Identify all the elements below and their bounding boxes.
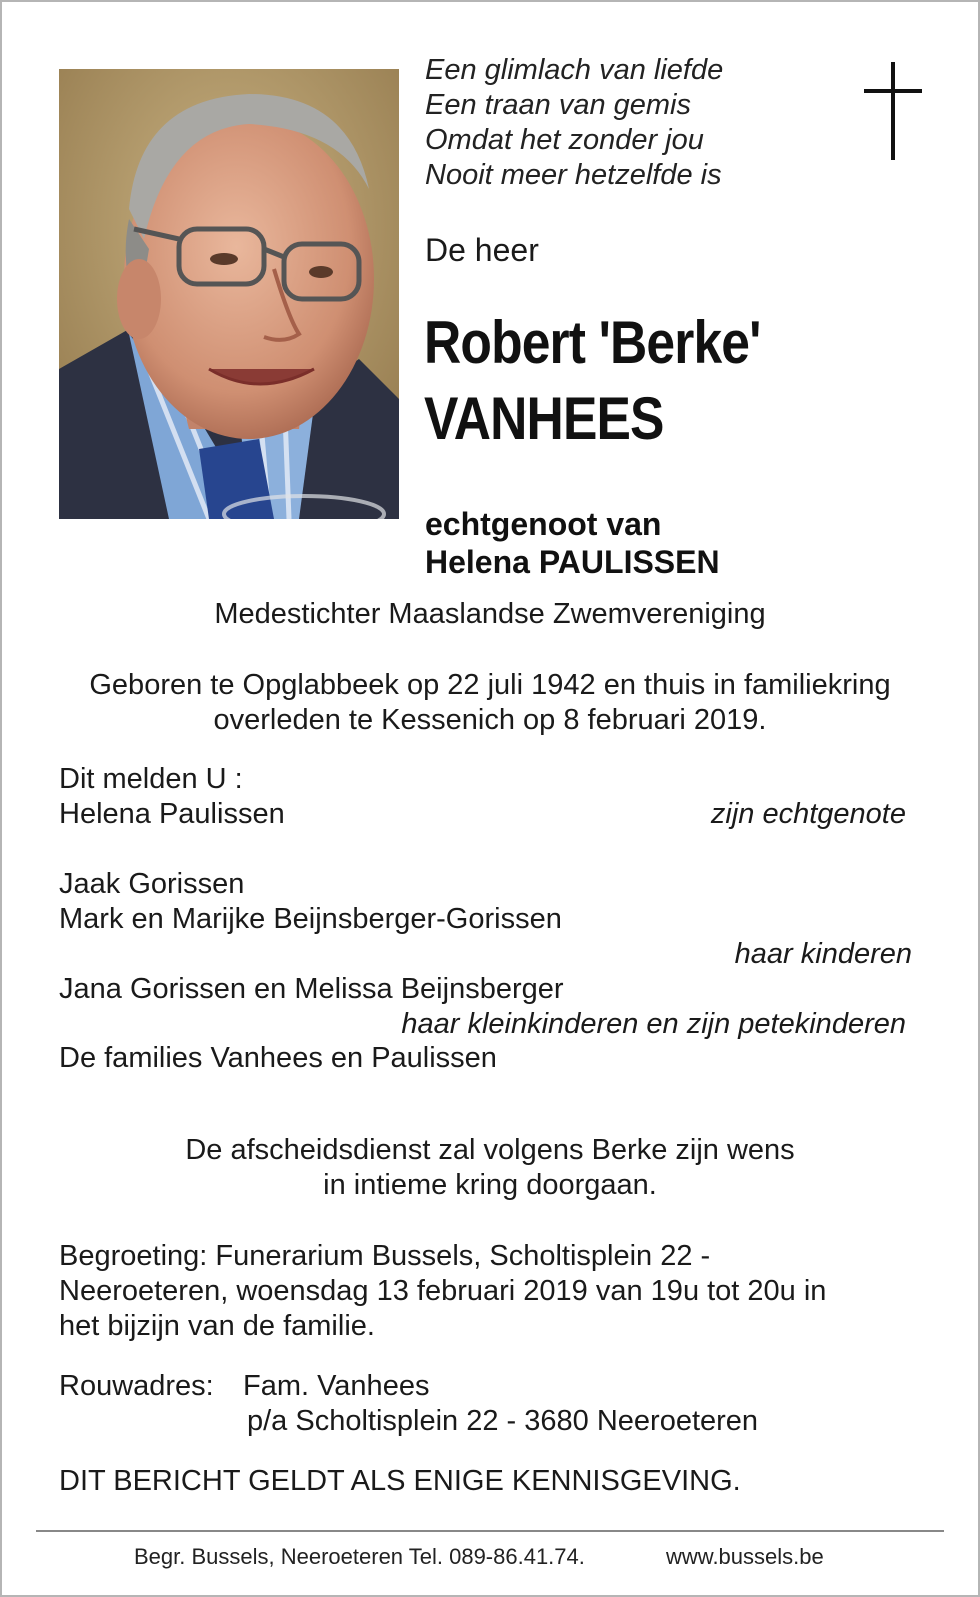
spouse-name: Helena PAULISSEN [425, 544, 720, 580]
greeting-line-3: het bijzijn van de familie. [59, 1310, 375, 1342]
poem-line: Omdat het zonder jou [425, 124, 704, 156]
notice: DIT BERICHT GELDT ALS ENIGE KENNISGEVING. [59, 1465, 741, 1497]
family-grandchildren-role: haar kleinkinderen en zijn petekinderen [401, 1008, 906, 1040]
announce-intro: Dit melden U : [59, 763, 243, 795]
family-wife-role: zijn echtgenote [710, 798, 906, 830]
family-families: De families Vanhees en Paulissen [59, 1042, 497, 1074]
birth-death-line-1: Geboren te Opglabbeek op 22 juli 1942 en thuis in familiekring [89, 669, 891, 701]
deceased-name-first: Robert 'Berke' [424, 309, 761, 376]
spouse-relation: echtgenoot van [425, 506, 662, 542]
family-child-2: Mark en Marijke Beijnsberger-Gorissen [59, 903, 562, 935]
service-line-2: in intieme kring doorgaan. [323, 1169, 657, 1201]
mourning-label: Rouwadres: [59, 1370, 214, 1402]
portrait-photo [59, 69, 399, 519]
poem-line: Een traan van gemis [425, 89, 691, 121]
poem-line: Nooit meer hetzelfde is [425, 159, 722, 191]
poem-line: Een glimlach van liefde [425, 54, 724, 86]
latin-cross-icon [864, 62, 922, 160]
mourning-line-2: p/a Scholtisplein 22 - 3680 Neeroeteren [247, 1405, 759, 1437]
family-wife-name: Helena Paulissen [59, 798, 285, 830]
family-grandchildren: Jana Gorissen en Melissa Beijnsberger [59, 973, 564, 1005]
greeting-line-2: Neeroeteren, woensdag 13 februari 2019 van 19u tot 20u in [59, 1275, 827, 1307]
greeting-line-1: Begroeting: Funerarium Bussels, Scholtisplein 22 - [59, 1240, 711, 1272]
footer-divider [36, 1530, 944, 1532]
spouse-block [425, 505, 720, 581]
service-line-1: De afscheidsdienst zal volgens Berke zijn wens [185, 1134, 795, 1166]
deceased-name-last: VANHEES [424, 385, 664, 452]
family-child-1: Jaak Gorissen [59, 868, 245, 900]
poem [425, 53, 723, 193]
mourning-line-1: Fam. Vanhees [243, 1370, 430, 1402]
footer-undertaker: Begr. Bussels, Neeroeteren Tel. 089-86.41.74. [134, 1544, 585, 1569]
footer-website[interactable]: www.bussels.be [666, 1544, 824, 1569]
deceased-name [424, 305, 761, 457]
birth-death-line-2: overleden te Kessenich op 8 februari 2019. [213, 704, 767, 736]
title-prefix: De heer [425, 232, 539, 268]
role-line: Medestichter Maaslandse Zwemvereniging [214, 598, 766, 630]
family-children-role: haar kinderen [734, 938, 912, 970]
